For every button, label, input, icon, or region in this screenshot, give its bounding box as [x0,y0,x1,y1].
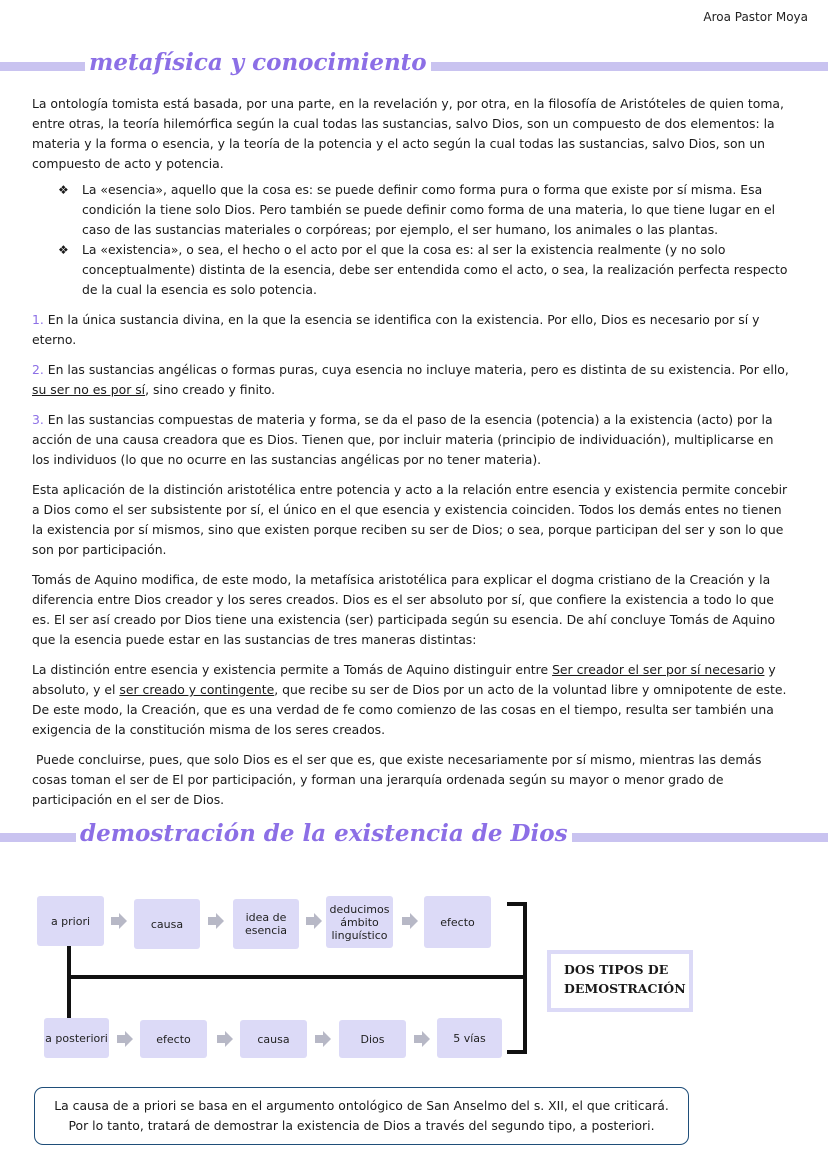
arrow-right-icon [315,1031,331,1047]
item-number: 1. [32,312,44,327]
demonstration-diagram [0,880,828,1060]
section-header-demostracion [0,817,828,853]
paragraph-distincion: Esta aplicación de la distinción aristotélica entre potencia y acto a la relación entre esencia y existencia permite concebir a Dios como el ser subsistente por sí, el único en el que esencia y existencia coinciden. Todos los demás entes no tienen la existencia por sí mismos, sino que existen porque reciben su ser de Dios; o sea, porque participan del ser y son lo que son por participación. [32,482,788,557]
diamond-bullet-icon: ❖ [58,183,69,197]
right-bracket [507,902,527,1054]
section-title: demostración de la existencia de Dios [76,817,572,851]
underlined-phrase: su ser no es por sí [32,382,146,397]
box-idea-esencia: idea de esencia [233,899,299,949]
tipos-demostracion-box: DOS TIPOS DE DEMOSTRACIÓN [547,950,693,1012]
box-dios: Dios [339,1020,406,1058]
paragraph-esencia-existencia [32,660,792,740]
box-a-priori: a priori [37,896,104,946]
item-text: En la única sustancia divina, en la que la esencia se identifica con la existencia. Por ello, Dios es necesario por sí y eterno. [32,312,760,347]
arrow-right-icon [111,913,127,929]
box-a-posteriori: a posteriori [44,1018,109,1058]
main-text [32,94,792,820]
arrow-right-icon [414,1031,430,1047]
section-title: metafísica y conocimiento [85,46,431,80]
underlined-phrase: Ser creador el ser por sí necesario [552,662,765,677]
item-text-end: , sino creado y finito. [145,382,276,397]
arrow-right-icon [402,913,418,929]
bullet-item [58,180,792,240]
item-text: En las sustancias angélicas o formas puras, cuya esencia no incluye materia, pero es distinta de su existencia. Por ello, [47,362,789,377]
note-box [34,1087,689,1145]
box-efecto: efecto [424,896,491,948]
author-name: Aroa Pastor Moya [703,10,808,24]
horizontal-connector [67,975,523,979]
box-efecto-bottom: efecto [140,1020,207,1058]
bullet-text: La «esencia», aquello que la cosa es: se puede definir como forma pura o forma que existe por sí misma. Esa condición la tiene solo Dios. Pero también se puede definir como forma de una materia, lo que tiene lugar en el caso de las sustancias materiales o corpóreas; por ejemplo, el ser humano, los animales o las plantas. [82,182,776,237]
bullet-list [32,180,792,300]
bullet-text: La «existencia», o sea, el hecho o el acto por el que la cosa es: al ser la existencia realmente (y no solo conceptualmente) distinta de la esencia, debe ser entendida como el acto, o sea, la realización perfecta respecto de la cual la esencia es solo potencia. [82,242,788,297]
item-number: 2. [32,362,44,377]
paragraph-conclusion: Puede concluirse, pues, que solo Dios es el ser que es, que existe necesariamente por sí mismo, mientras las demás cosas toman el ser de El por participación, y forman una jerarquía ordenada según su mayor o menor grado de participación en el ser de Dios. [32,752,762,807]
text-run: , que recibe su ser de Dios por un acto de la voluntad libre y omnipotente de este. De este modo, la Creación, que es una verdad de fe como comienzo de las cosas en el tiempo, resulta ser también una exigencia de la constitución misma de los seres creados. [32,682,787,737]
underlined-phrase: ser creado y contingente [119,682,275,697]
diamond-bullet-icon: ❖ [58,243,69,257]
text-run: La distinción entre esencia y existencia permite a Tomás de Aquino distinguir entre [32,662,549,677]
intro-paragraph: La ontología tomista está basada, por una parte, en la revelación y, por otra, en la filosofía de Aristóteles de quien toma, entre otras, la teoría hilemórfica según la cual todas las sustancias, salvo Dios, son un compuesto de dos elementos: la materia y la forma o esencia, y la teoría de la potencia y el acto según la cual todas las sustancias, salvo Dios, son un compuesto de acto y potencia. [32,96,784,171]
numbered-item-3 [32,410,792,470]
bullet-item [58,240,792,300]
item-number: 3. [32,412,44,427]
box-deducimos: deducimos ámbito linguístico [326,896,393,948]
paragraph-tomas: Tomás de Aquino modifica, de este modo, la metafísica aristotélica para explicar el dogma cristiano de la Creación y la diferencia entre Dios creador y los seres creados. Dios es el ser absoluto por sí, que confiere la existencia a todo lo que es. El ser así creado por Dios tiene una existencia (ser) participada según su esencia. De ahí concluye Tomás de Aquino que la esencia puede estar en las sustancias de tres maneras distintas: [32,572,776,647]
numbered-item-2 [32,360,792,400]
section-header-metafisica [0,46,828,82]
box-causa-bottom: causa [240,1020,307,1058]
box-causa: causa [134,899,200,949]
text-run: y absoluto, y el [32,662,776,697]
box-5-vias: 5 vías [437,1018,502,1058]
numbered-item-1 [32,310,792,350]
note-line: La causa de a priori se basa en el argumento ontológico de San Anselmo del s. XII, el que criticará. [54,1098,669,1113]
note-line: Por lo tanto, tratará de demostrar la existencia de Dios a través del segundo tipo, a posteriori. [68,1118,655,1133]
arrow-right-icon [217,1031,233,1047]
vertical-connector [67,946,71,1021]
arrow-right-icon [208,913,224,929]
item-text: En las sustancias compuestas de materia y forma, se da el paso de la esencia (potencia) a la existencia (acto) por la acción de una causa creadora que es Dios. Tienen que, por incluir materia (principio de individuación), multiplicarse en los individuos (lo que no ocurre en las sustancias angélicas por no tener materia). [32,412,774,467]
arrow-right-icon [117,1031,133,1047]
arrow-right-icon [306,913,322,929]
